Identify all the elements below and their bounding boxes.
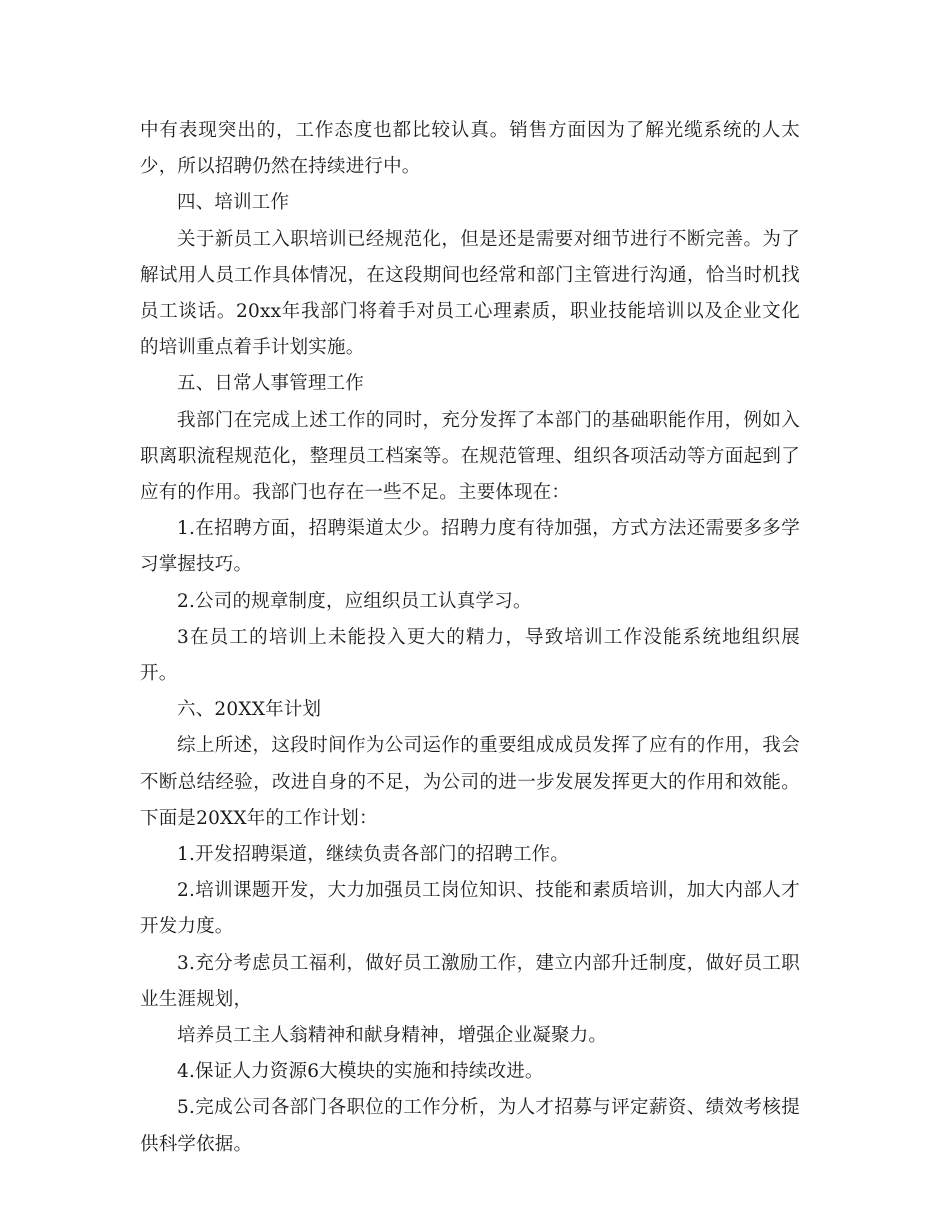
section-heading-daily-hr: 五、日常人事管理工作 (177, 373, 365, 395)
list-item-plan-5: 5.完成公司各部门各职位的工作分析，为人才招募与评定薪资、绩效考核提供科学依据。 (140, 1097, 800, 1155)
list-item-plan-1: 1.开发招聘渠道，继续负责各部门的招聘工作。 (177, 844, 570, 866)
list-item-plan-3: 3.充分考虑员工福利，做好员工激励工作，建立内部升迁制度，做好员工职业生涯规划， (140, 952, 800, 1010)
paragraph-continuation: 中有表现突出的，工作态度也都比较认真。销售方面因为了解光缆系统的人太少，所以招聘仍然在持续进行中。 (140, 120, 800, 178)
list-item-shortcoming-3: 3在员工的培训上未能投入更大的精力，导致培训工作没能系统地组织展开。 (140, 626, 800, 685)
section-heading-plan: 六、20XX年计划 (177, 699, 322, 721)
paragraph-plan-intro: 综上所述，这段时间作为公司运作的重要组成成员发挥了应有的作用，我会不断总结经验，改进自身的不足，为公司的进一步发展发挥更大的作用和效能。下面是20XX年的工作计划： (140, 735, 800, 829)
document-body (140, 113, 800, 1163)
section-heading-training: 四、培训工作 (177, 192, 290, 214)
list-item-plan-3-continued: 培养员工主人翁精神和献身精神，增强企业凝聚力。 (177, 1025, 608, 1047)
list-item-shortcoming-2: 2.公司的规章制度，应组织员工认真学习。 (177, 590, 532, 612)
list-item-shortcoming-1: 1.在招聘方面，招聘渠道太少。招聘力度有待加强，方式方法还需要多多学习掌握技巧。 (140, 518, 800, 576)
list-item-plan-2: 2.培训课题开发，大力加强员工岗位知识、技能和素质培训，加大内部人才开发力度。 (140, 880, 800, 938)
paragraph-daily-hr: 我部门在完成上述工作的同时，充分发挥了本部门的基础职能作用，例如入职离职流程规范化，整理员工档案等。在规范管理、组织各项活动等方面起到了应有的作用。我部门也存在一些不足。主要体现在： (140, 409, 800, 504)
paragraph-training: 关于新员工入职培训已经规范化，但是还是需要对细节进行不断完善。为了解试用人员工作具体情况，在这段期间也经常和部门主管进行沟通，恰当时机找员工谈话。20xx年我部门将着手对员工心理素质，职业技能培训以及企业文化的培训重点着手计划实施。 (140, 228, 800, 359)
list-item-plan-4: 4.保证人力资源6大模块的实施和持续改进。 (177, 1061, 544, 1083)
